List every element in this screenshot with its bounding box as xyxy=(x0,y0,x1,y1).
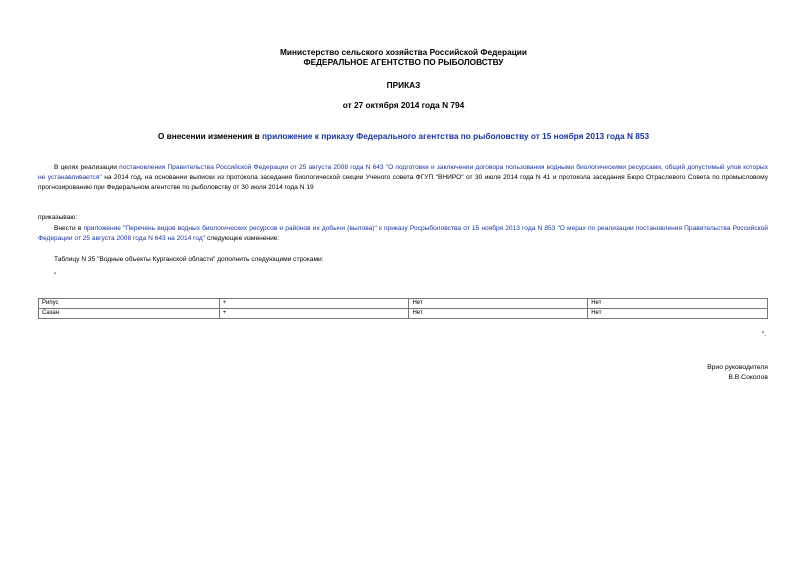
close-quote: ". xyxy=(762,331,767,338)
preamble-paragraph xyxy=(38,163,768,193)
species-table xyxy=(38,298,768,319)
table-row xyxy=(39,309,768,319)
document-date: от 27 октября 2014 года N 794 xyxy=(342,100,465,110)
preamble-end: на 2014 год, на основании выписки из протокола заседания биологической секции Ученого совета ФГУП "ВНИРО" от 30 июля 2014 года N 41 и протокола заседания Бюро Отраслевого Совета по промысловому прогнозированию при Федеральном агентстве по рыболовству от 30 июля 2014 года N 19 xyxy=(38,174,768,191)
signatory-name: В.В.Соколов xyxy=(728,374,768,381)
species-cell: Рипус xyxy=(39,299,220,309)
allowed-cell: + xyxy=(219,309,409,319)
signatory-position: Врио руководителя xyxy=(707,364,768,371)
order-word: приказываю: xyxy=(38,214,78,221)
document-type: ПРИКАЗ xyxy=(386,80,421,90)
document-title xyxy=(0,131,807,141)
value-cell: Нет xyxy=(588,299,768,309)
value-cell: Нет xyxy=(409,299,588,309)
open-quote: " xyxy=(54,272,57,279)
instruction-start: Внести в xyxy=(54,225,84,232)
instruction-end: следующее изменение: xyxy=(205,235,280,242)
preamble-start: В целях реализации xyxy=(54,164,120,171)
title-prefix: О внесении изменения в xyxy=(157,131,263,141)
value-cell: Нет xyxy=(588,309,768,319)
instruction-paragraph xyxy=(38,224,768,244)
table-row xyxy=(39,299,768,309)
instruction-link[interactable]: приложение "Перечень видов водных биологических ресурсов и районов их добычи (вылова)" к приказу Росрыболовства от 15 ноября 2013 года N 853 "О мерах по реализации постановления Правительства Российской Федерации от 25 августа 2008 года N 643 на 2014 год" xyxy=(38,225,768,242)
value-cell: Нет xyxy=(409,309,588,319)
agency-name: ФЕДЕРАЛЬНОЕ АГЕНТСТВО ПО РЫБОЛОВСТВУ xyxy=(303,57,504,67)
allowed-cell: + xyxy=(219,299,409,309)
species-cell: Сазан xyxy=(39,309,220,319)
title-link[interactable]: приложение к приказу Федерального агентства по рыболовству от 15 ноября 2013 года N 853 xyxy=(262,131,650,141)
preamble-link[interactable]: постановления Правительства Российской Федерации от 25 августа 2008 года N 643 "О подготовке и заключении договора пользования водными биологическими ресурсами, общий допустимый улов которых не устанавливается" xyxy=(38,164,768,181)
table-intro: Таблицу N 35 "Водные объекты Курганской области" дополнить следующими строками: xyxy=(54,256,324,263)
ministry-name: Министерство сельского хозяйства Российской Федерации xyxy=(280,47,527,57)
